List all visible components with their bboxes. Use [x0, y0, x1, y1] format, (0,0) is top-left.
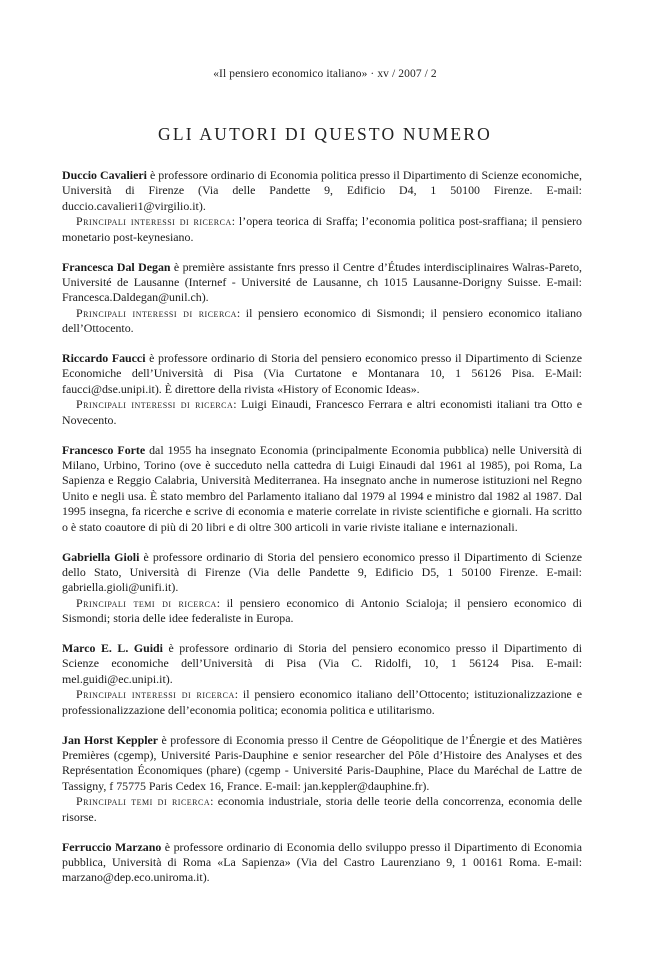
page-title: GLI AUTORI DI QUESTO NUMERO	[158, 124, 492, 144]
author-bio	[62, 840, 582, 886]
author-entry	[62, 550, 582, 627]
author-bio-text: è professore ordinario di Storia del pensiero economico presso il Dipartimento di Scienze economiche dell’Università di Pisa (Via C. Ridolfi, 10, 1 56124 Pisa. E-mail: mel.guidi@ec.unipi.it).	[62, 641, 583, 686]
interests-label: Principali interessi di ricerca	[76, 687, 235, 702]
author-entry	[62, 641, 582, 718]
author-bio	[62, 168, 582, 214]
author-interests	[62, 397, 582, 428]
interests-text: : il pensiero economico di Sismondi; il pensiero economico italiano dell’Ottocento.	[62, 305, 582, 336]
interests-label: Principali temi di ricerca	[76, 794, 211, 809]
author-bio-text: è professore ordinario di Economia politica presso il Dipartimento di Scienze economiche, Università di Firenze (Via delle Pandette 9, Edificio D4, 1 50100 Firenze. E-mail: duccio.cavalieri1@virgilio.it).	[62, 168, 582, 213]
author-bio-text: è professore di Economia presso il Centre de Géopolitique de l’Énergie et des Matières Premières (cgemp), Université Paris-Dauphine e senior researcher del Pôle d’Histoire des Analyses et des Représentation Économiques (phare) (cgemp - Université Paris-Dauphine, Place du Maréchal de Lattre de Tassigny, f 75775 Paris Cedex 16, France. E-mail: jan.keppler@dauphine.fr).	[62, 732, 582, 793]
author-name: Jan Horst Keppler	[62, 732, 159, 747]
author-interests	[62, 214, 582, 245]
interests-label: Principali interessi di ricerca	[76, 305, 237, 320]
author-entry	[62, 443, 582, 535]
interests-text: : Luigi Einaudi, Francesco Ferrara e altri economisti italiani tra Otto e Novecento.	[62, 397, 582, 427]
author-bio	[62, 351, 582, 397]
author-bio	[62, 443, 582, 535]
author-bio-text: è professore ordinario di Economia dello sviluppo presso il Dipartimento di Economia pubblica, Università di Roma «La Sapienza» (Via del Castro Laurenziano 9, 1 00161 Roma. E-mail: marzano@dep.eco.uniroma.it).	[62, 839, 582, 885]
interests-label: Principali interessi di ricerca	[76, 214, 232, 229]
author-name: Ferruccio Marzano	[62, 839, 162, 854]
author-interests	[62, 794, 582, 825]
author-entry	[62, 840, 582, 886]
author-bio-text: è professore ordinario di Storia del pensiero economico presso il Dipartimento di Scienze Economiche dell’Università di Pisa (Via Curtatone e Montanara 10, 1 56126 Pisa. E-Mail: faucci@dse.unipi.it). È direttore della rivista «History of Economic Ideas».	[62, 351, 582, 396]
author-bio-text: è professore ordinario di Storia del pensiero economico presso il Dipartimento di Scienze dello Stato, Università di Firenze (Via delle Pandette 9, Edificio D5, 1 50100 Firenze. E-mail: gabriella.gioli@unifi.it).	[62, 549, 582, 595]
author-entry	[62, 260, 582, 337]
running-head: «Il pensiero economico italiano» · xv / 2007 / 2	[213, 68, 437, 80]
author-bio-text: dal 1955 ha insegnato Economia (principalmente Economia pubblica) nelle Università di Milano, Urbino, Torino (ove è succeduto nella cattedra di Luigi Einaudi dal 1961 al 1985), poi Roma, La Sapienza e Reggio Calabria, Università Mediterranea. Ha insegnato anche in numerose istituzioni nel Regno Unito e negli usa. È stato membro del Parlamento italiano dal 1979 al 1994 e ministro dal 1982 al 1987. Dal 1995 insegna, fa ricerche e scrive di economia e materie correlate in riviste scientifiche e giornali. Ha scritto o è stato coautore di più di 20 libri e di oltre 300 articoli in varie riviste italiane e internazionali.	[62, 442, 583, 534]
author-entry	[62, 351, 582, 428]
author-bio	[62, 550, 582, 596]
interests-text: : il pensiero economico di Antonio Scialoja; il pensiero economico di Sismondi; storia delle idee federaliste in Europa.	[62, 595, 582, 626]
interests-label: Principali temi di ricerca	[76, 595, 217, 610]
author-interests	[62, 596, 582, 627]
author-bio-text: è première assistante fnrs presso il Centre d’Études interdisciplinaires Walras-Pareto, Université de Lausanne (Internef - Université de Lausanne, ch 1015 Lausanne-Dorigny Suisse. E-mail: Francesca.Daldegan@unil.ch).	[62, 259, 582, 305]
author-interests	[62, 306, 582, 337]
interests-text: : il pensiero economico italiano dell’Ottocento; istituzionalizzazione e professionalizzazione dell’economia politica; economia politica e utilitarismo.	[62, 687, 582, 717]
author-entry	[62, 733, 582, 825]
author-bio	[62, 260, 582, 306]
interests-text: : economia industriale, storia delle teorie della concorrenza, economia delle risorse.	[62, 794, 582, 824]
author-name: Marco E. L. Guidi	[62, 641, 163, 656]
author-name: Francesca Dal Degan	[62, 259, 171, 274]
author-bio	[62, 641, 582, 687]
author-entry	[62, 168, 582, 245]
author-name: Duccio Cavalieri	[62, 168, 147, 182]
interests-label: Principali interessi di ricerca	[76, 397, 234, 412]
interests-text: : l’opera teorica di Sraffa; l’economia politica post-sraffiana; il pensiero monetario post-keynesiano.	[62, 214, 582, 244]
author-list	[62, 168, 582, 900]
author-interests	[62, 687, 582, 718]
author-name: Francesco Forte	[62, 442, 146, 457]
author-name: Gabriella Gioli	[62, 549, 140, 564]
author-name: Riccardo Faucci	[62, 351, 146, 366]
author-bio	[62, 733, 582, 795]
